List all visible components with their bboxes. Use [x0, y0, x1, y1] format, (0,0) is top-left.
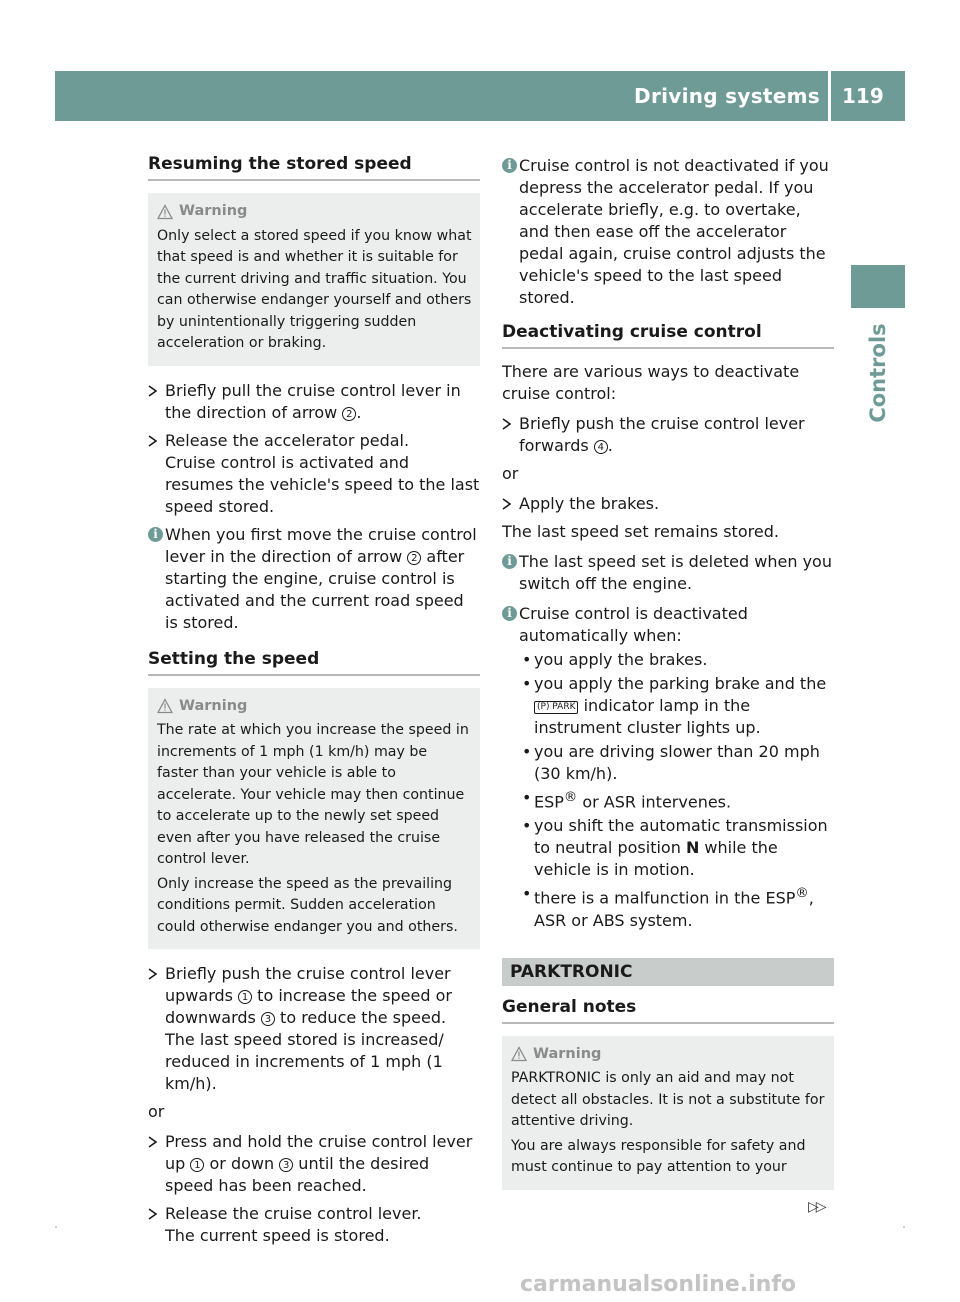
step-item: Release the accelerator pedal. Cruise control is activated and resumes the vehicle's speed to the last speed stored.	[148, 430, 480, 518]
info-note: i When you first move the cruise control lever in the direction of arrow 2 after starting the engine, cruise control is activated and the current road speed is stored.	[148, 524, 480, 634]
crop-mark	[903, 1226, 905, 1228]
callout-number: 2	[407, 551, 421, 565]
callout-number: 4	[594, 440, 608, 454]
info-icon: i	[148, 527, 163, 542]
or-text: or	[502, 464, 519, 483]
step-arrow-icon	[148, 385, 157, 397]
deactivating-heading: Deactivating cruise control	[502, 321, 834, 349]
parking-lamp-badge: (P) PARK	[534, 701, 578, 714]
callout-number: 3	[279, 1158, 293, 1172]
warning-triangle-icon	[157, 698, 173, 714]
header-divider	[828, 71, 831, 121]
warning-text: Only select a stored speed if you know what that speed is and whether it is suitable for the current driving and traffic situation. You can otherwise endanger yourself and others by unintentionally triggering sudden acceleration or braking.	[157, 227, 472, 351]
setting-heading: Setting the speed	[148, 648, 480, 676]
step-arrow-icon	[502, 498, 511, 510]
side-label	[851, 313, 905, 433]
left-column	[148, 153, 480, 1253]
side-label-text: Controls	[866, 323, 890, 423]
step-arrow-icon	[502, 418, 511, 430]
bullet-item: • you apply the brakes.	[519, 649, 834, 671]
info-note: i Cruise control is not deactivated if you depress the accelerator pedal. If you accelerate briefly, e.g. to overtake, and then ease off the accelerator pedal again, cruise control adjusts the vehicle's speed to the last speed stored.	[502, 155, 834, 309]
step-item: Briefly pull the cruise control lever in the direction of arrow 2 .	[148, 380, 480, 424]
warning-label: Warning	[179, 697, 248, 714]
watermark: carmanualsonline.info	[520, 1272, 796, 1297]
callout-number: 3	[261, 1012, 275, 1026]
side-tab-marker	[851, 265, 905, 308]
step-item: Press and hold the cruise control lever up 1 or down 3 until the desired speed has been reached.	[148, 1131, 480, 1197]
warning-text: Only increase the speed as the prevailing conditions permit. Sudden acceleration could otherwise endanger you and others.	[157, 875, 458, 935]
step-item: Release the cruise control lever. The current speed is stored.	[148, 1203, 480, 1247]
bullet-item: • you are driving slower than 20 mph (30 km/h).	[519, 741, 834, 785]
intro-text: There are various ways to deactivate cruise control:	[502, 362, 800, 403]
step-item: Briefly push the cruise control lever forwards 4 .	[502, 413, 834, 457]
warning-box	[148, 688, 480, 950]
section-title: Driving systems	[634, 84, 820, 108]
warning-label: Warning	[179, 203, 248, 219]
bullet-item: • there is a malfunction in the ESP®, ASR or ABS system.	[519, 883, 834, 931]
warning-text: You are always responsible for safety and must continue to pay attention to your	[511, 1137, 806, 1176]
info-note: i Cruise control is deactivated automatically when: • you apply the brakes. • you apply the parking brake and the (P) PARK indicator lamp in the instrument cluster lights up. • you are driving slower than 20 mph (30 km/h). • ESP® or ASR intervenes. • you shift the automatic transmission to neutral position N while the vehicle is in motion. • there is a malfunction in the ESP®, ASR or ABS system.	[502, 603, 834, 932]
callout-number: 1	[190, 1158, 204, 1172]
body-text: The last speed set remains stored.	[502, 522, 779, 541]
callout-number: 2	[342, 407, 356, 421]
warning-triangle-icon	[511, 1046, 527, 1062]
bullet-item: • you shift the automatic transmission to neutral position N while the vehicle is in motion.	[519, 815, 834, 881]
info-icon: i	[502, 554, 517, 569]
step-item: Briefly push the cruise control lever upwards 1 to increase the speed or downwards 3 to reduce the speed. The last speed stored is increased/ reduced in increments of 1 mph (1 km/h).	[148, 963, 480, 1095]
parktronic-heading: PARKTRONIC	[502, 958, 834, 986]
warning-label: Warning	[533, 1045, 602, 1062]
warning-text: PARKTRONIC is only an aid and may not detect all obstacles. It is not a substitute for attentive driving.	[511, 1070, 825, 1130]
warning-text: The rate at which you increase the speed in increments of 1 mph (1 km/h) may be faster than your vehicle is able to accelerate. Your vehicle may then continue to accelerate up to the newly set speed even after you have released the cruise control lever.	[157, 722, 469, 867]
warning-box	[148, 193, 480, 366]
resume-heading: Resuming the stored speed	[148, 153, 480, 181]
warning-box	[502, 1036, 834, 1190]
general-notes-heading: General notes	[502, 996, 834, 1024]
info-note: i The last speed set is deleted when you switch off the engine.	[502, 551, 834, 595]
step-item: Apply the brakes.	[502, 493, 834, 515]
step-arrow-icon	[148, 1136, 157, 1148]
info-icon: i	[502, 158, 517, 173]
continue-arrows-icon: ▷▷	[808, 1199, 824, 1215]
right-column	[502, 155, 834, 1204]
warning-header	[511, 1044, 826, 1066]
warning-header	[157, 696, 472, 718]
bullet-item: • you apply the parking brake and the (P) PARK indicator lamp in the instrument cluster lights up.	[519, 673, 834, 739]
bullet-item: • ESP® or ASR intervenes.	[519, 787, 834, 813]
warning-triangle-icon	[157, 204, 173, 220]
page-number: 119	[842, 84, 884, 108]
step-arrow-icon	[148, 435, 157, 447]
crop-mark	[55, 1226, 57, 1228]
warning-header	[157, 201, 472, 223]
info-icon: i	[502, 606, 517, 621]
step-arrow-icon	[148, 1208, 157, 1220]
step-arrow-icon	[148, 968, 157, 980]
or-text: or	[148, 1102, 165, 1121]
callout-number: 1	[238, 990, 252, 1004]
